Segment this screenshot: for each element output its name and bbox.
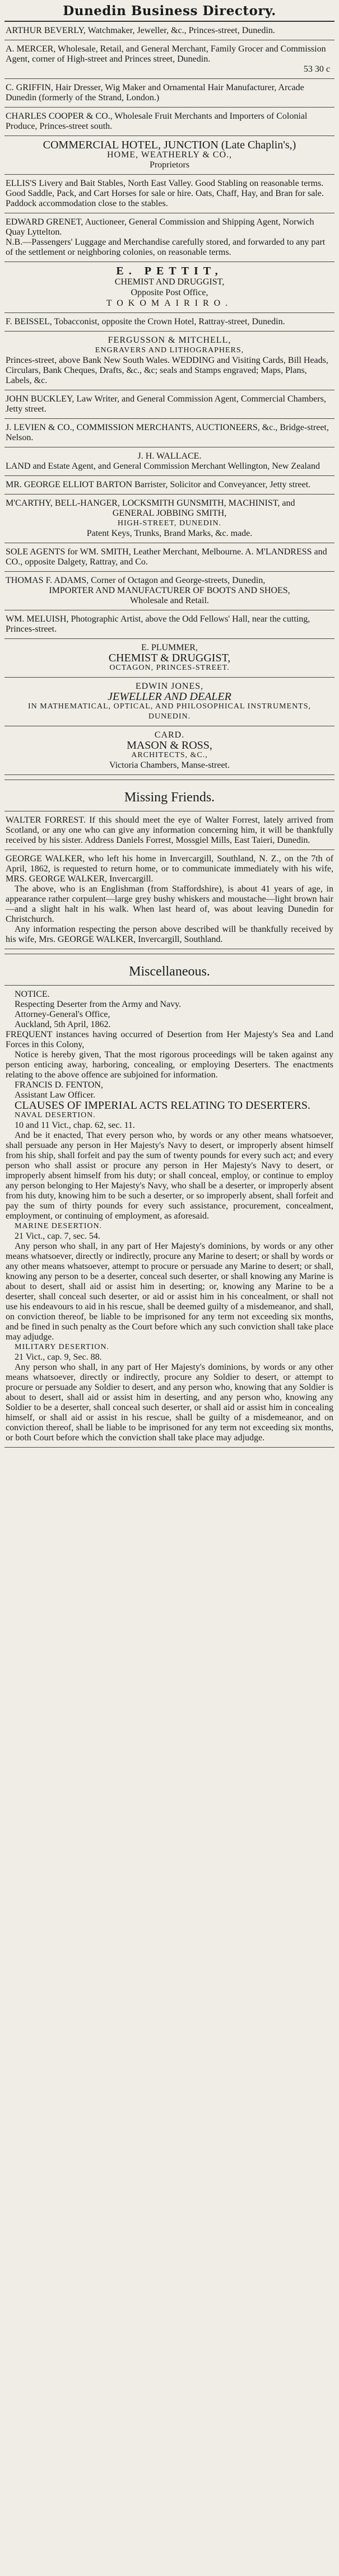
notice-walker: GEORGE WALKER, who left his home in Invercargill, Southland, N. Z., on the 7th of April, 1862, is requested to return home, or to communicate immediately with his wife, MRS. GEORGE WALKER, Invercargill. The above, who is an Englishman (from Staffordshire), is about 41 years of age, in appearance rather corpulent—large grey bushy whiskers and moustache—light brown hair—and a slight halt in his walk. When last heard of, was about leaving Dunedin for Christchurch. Any information respecting the person above described will be thankfully received by his wife, Mrs. GEORGE WALKER, Invercargill, Southland. <box>4 850 335 949</box>
miscellaneous-heading: Miscellaneous. <box>4 954 335 986</box>
notice-deserters: NOTICE. Respecting Deserter from the Army and Navy. Attorney-General's Office, Auckland, 5th April, 1862. FREQUENT instances having occurred of Desertion from Her Majesty's Sea and Land Forces in this Colony, Notice is hereby given, That the most rigorous proceedings will be taken against any person enticing away, harboring, concealing, or employing Deserters. The enactments relating to the above offence are subjoined for information. FRANCIS D. FENTON, Assistant Law Officer. CLAUSES OF IMPERIAL ACTS RELATING TO DESERTERS. NAVAL DESERTION. 10 and 11 Vict., chap. 62, sec. 11. And be it enacted, That every person who, by words or any other means whatsoever, shall persuade any person in Her Majesty's Navy to desert, or improperly absent himself from his ship, shall forfeit and pay the sum of twenty pounds for every such act; and every person who shall assist or procure any person in Her Majesty's Navy to desert, or improperly absent himself from his duty; or shall conceal, employ, or continue to employ any person belonging to Her Majesty's Navy, who shall be a deserter, or improperly absent from his duty, knowing him to be such a deserter, or so improperly absent, shall forfeit and pay the sum of thirty pounds for every such assistance, procurement, concealment, employment, or continuing of employment, as aforesaid. MARINE DESERTION. 21 Vict., cap. 7, sec. 54. Any person who shall, in any part of Her Majesty's dominions, by words or any other means whatsoever, directly or indirectly, procure any Marine to desert; or shall by words or any other means whatsoever, attempt to procure or persuade any Marine to desert; or shall, knowing any person to be a deserter, conceal such deserter, or shall knowing any Marine is about to desert, shall aid or assist him in deserting; or, knowing any Marine to be a deserter, shall conceal such deserter, or aid or assist him in his concealment, or shall not use his endeavours to aid in his rescue, shall be deemed guilty of a misdemeanor, and shall, on conviction thereof, be liable to be imprisoned for any term not exceeding six months, and be fined in such penalty as the Court before which any such conviction shall take place may adjudge. MILITARY DESERTION. 21 Vict., cap. 9, Sec. 88. Any person who shall, in any part of Her Majesty's dominions, by words or any other means whatsoever, directly or indirectly, procure any Soldier to desert, or attempt to procure or persuade any Soldier to desert, and any person who, knowing that any Soldier is about to desert, shall aid or assist him in deserting, and any person who, knowing any Soldier to be a deserter, shall conceal such deserter, or shall aid or assist him in concealing himself, or shall aid or assist in his rescue, shall be guilty of a misdemeanor, and on conviction thereof, shall be liable to be imprisoned for any term not exceeding six months, or both Court before which the conviction shall take place may adjudge. <box>4 986 335 1448</box>
missing-friends-heading: Missing Friends. <box>4 780 335 811</box>
ad-cooper: CHARLES COOPER & CO., Wholesale Fruit Merchants and Importers of Colonial Produce, Princes-street south. <box>4 108 335 136</box>
ad-buckley: JOHN BUCKLEY, Law Writer, and General Commission Agent, Commercial Chambers, Jetty street. <box>4 390 335 419</box>
ad-sole-agents: SOLE AGENTS for WM. SMITH, Leather Merchant, Melbourne. A. M'LANDRESS and CO., opposite Dalgety, Rattray, and Co. <box>4 543 335 572</box>
ad-mccarthy: M'CARTHY, BELL-HANGER, LOCKSMITH GUNSMITH, MACHINIST, and GENERAL JOBBING SMITH, HIGH-STREET, DUNEDIN. Patent Keys, Trunks, Brand Marks, &c. made. <box>4 494 335 543</box>
directory-header: Dunedin Business Directory. <box>4 2 335 22</box>
ad-wallace: J. H. WALLACE. LAND and Estate Agent, and General Commission Merchant Wellington, New Zealand <box>4 447 335 476</box>
ad-pettit: E. PETTIT, CHEMIST AND DRUGGIST, Opposite Post Office, TOKOMAIRIRO. <box>4 262 335 313</box>
ad-card: CARD. MASON & ROSS, ARCHITECTS, &C., Victoria Chambers, Manse-street. <box>4 726 335 775</box>
ad-jones: EDWIN JONES, JEWELLER AND DEALER IN MATHEMATICAL, OPTICAL, AND PHILOSOPHICAL INSTRUMENTS, DUNEDIN. <box>4 678 335 726</box>
ad-grenet: EDWARD GRENET, Auctioneer, General Commission and Shipping Agent, Norwich Quay Lyttelton. N.B.—Passengers' Luggage and Merchandise carefully stored, and forwarded to any part of the settlement or neighboring colonies, on reasonable terms. <box>4 213 335 262</box>
ad-barton: MR. GEORGE ELLIOT BARTON Barrister, Solicitor and Conveyancer, Jetty street. <box>4 476 335 494</box>
ad-ellis: ELLIS'S Livery and Bait Stables, North East Valley. Good Stabling on reasonable terms. Good Saddle, Pack, and Cart Horses for sale or hire. Oats, Chaff, Hay, and Bran for sale. Paddock accommodation close to the stables. <box>4 175 335 213</box>
ad-commercial-hotel: COMMERCIAL HOTEL, JUNCTION (Late Chaplin's,) HOME, WEATHERLY & CO., Proprietors <box>4 136 335 175</box>
ad-griffin: C. GRIFFIN, Hair Dresser, Wig Maker and Ornamental Hair Manufacturer, Arcade Dunedin (formerly of the Strand, London.) <box>4 79 335 108</box>
ad-meluish: WM. MELUISH, Photographic Artist, above the Odd Fellows' Hall, near the cutting, Princes-street. <box>4 610 335 639</box>
ad-plummer: E. PLUMMER, CHEMIST & DRUGGIST, OCTAGON, PRINCES-STREET. <box>4 639 335 678</box>
ad-beverly: ARTHUR BEVERLY, Watchmaker, Jeweller, &c., Princes-street, Dunedin. <box>4 22 335 40</box>
ad-levien: J. LEVIEN & CO., COMMISSION MERCHANTS, AUCTIONEERS, &c., Bridge-street, Nelson. <box>4 419 335 447</box>
ad-beissel: F. BEISSEL, Tobacconist, opposite the Crown Hotel, Rattray-street, Dunedin. <box>4 313 335 332</box>
notice-forrest: WALTER FORREST. If this should meet the eye of Walter Forrest, lately arrived from Scotland, or any one who can give any information concerning him, it will be thankfully received by his sister. Address Daniels Forrest, Mossgiel Mills, East Taieri, Dunedin. <box>4 811 335 850</box>
ad-adams: THOMAS F. ADAMS, Corner of Octagon and George-streets, Dunedin, IMPORTER AND MANUFACTURER OF BOOTS AND SHOES, Wholesale and Retail. <box>4 572 335 610</box>
ad-mercer: A. MERCER, Wholesale, Retail, and General Merchant, Family Grocer and Commission Agent, corner of High-street and Princes street, Dunedin. 53 30 c <box>4 40 335 79</box>
ad-fergusson: FERGUSSON & MITCHELL, ENGRAVERS AND LITHOGRAPHERS, Princes-street, above Bank New South Wales. WEDDING and Visiting Cards, Bill Heads, Circulars, Bank Cheques, Drafts, &c., &c; seals and Stamps engraved; Maps, Plans, Labels, &c. <box>4 332 335 390</box>
